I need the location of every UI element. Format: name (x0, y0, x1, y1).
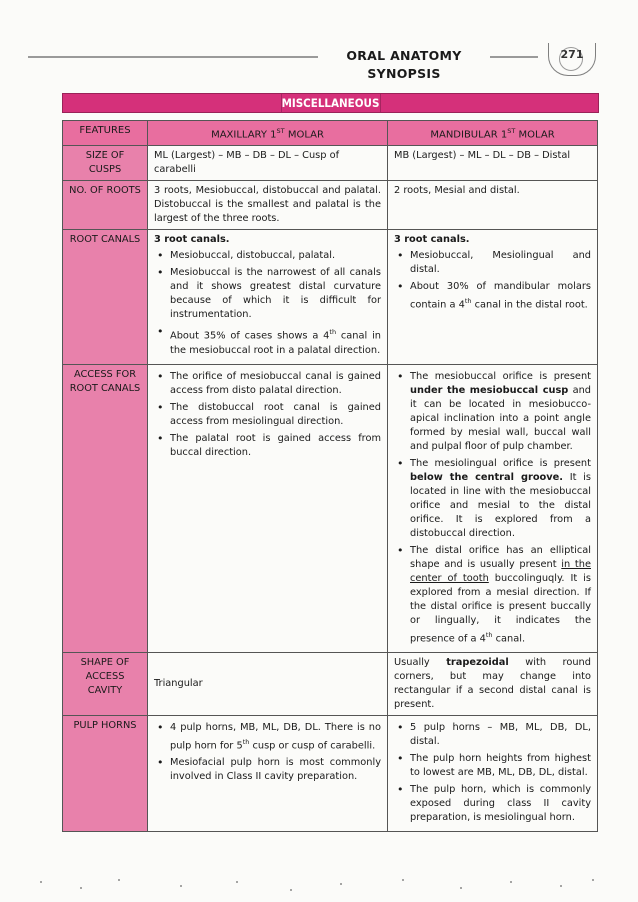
header-mandibular: MANDIBULAR 1ST MOLAR (388, 121, 598, 146)
list-item: • About 35% of cases shows a 4th canal in the mesiobuccal root in a palatal direction. (154, 325, 381, 357)
list-item: • Mesiobuccal is the narrowest of all canals and it shows greatest distal curvature because of which it is difficult for instrumentation. (154, 266, 381, 322)
mandibular-cell: MB (Largest) – ML – DL – DB – Distal (388, 146, 598, 181)
mandibular-cell: 2 roots, Mesial and distal. (388, 181, 598, 230)
mandibular-cell: Usually trapezoidal with round corners, but may change into rectangular if a second distal canal is present. (388, 652, 598, 715)
list-item: • The palatal root is gained access from buccal direction. (154, 432, 381, 460)
list-item: • The distobuccal root canal is gained access from mesiolingual direction. (154, 401, 381, 429)
feature-size-of-cusps: SIZE OF CUSPS (63, 146, 148, 181)
maxillary-cell (148, 715, 388, 831)
list-item: • The mesiobuccal orifice is present under the mesiobuccal cusp and it can be located in mesiobucco-apical inclination into a point angle formed by mesial wall, buccal wall and pulpal floor of pulp chamber. (394, 370, 591, 454)
maxillary-cell (148, 364, 388, 652)
feature-no-of-roots: NO. OF ROOTS (63, 181, 148, 230)
page-number-badge (548, 43, 596, 76)
cell-heading: 3 root canals. (154, 234, 230, 246)
list-item: • The pulp horn heights from highest to lowest are MB, ML, DB, DL, distal. (394, 752, 591, 780)
table-header-row (63, 121, 598, 146)
list-item: • Mesiofacial pulp horn is most commonly involved in Class II cavity preparation. (154, 756, 381, 784)
page-edge-speckle (40, 877, 600, 897)
header-features: FEATURES (63, 121, 148, 146)
table-row (63, 715, 598, 831)
list-item: • Mesiobuccal, distobuccal, palatal. (154, 249, 381, 263)
list-item: • Mesiobuccal, Mesiolingual and distal. (394, 249, 591, 277)
list-item: • 5 pulp horns – MB, ML, DB, DL, distal. (394, 721, 591, 749)
list-item: • 4 pulp horns, MB, ML, DB, DL. There is no pulp horn for 5th cusp or cusp of carabelli. (154, 721, 381, 753)
cell-heading: 3 root canals. (394, 234, 470, 246)
table-row (63, 652, 598, 715)
maxillary-cell (148, 230, 388, 364)
maxillary-cell: Triangular (148, 652, 388, 715)
bullet-list (394, 370, 591, 646)
table-row (63, 181, 598, 230)
table-row (63, 146, 598, 181)
mandibular-cell (388, 364, 598, 652)
list-item: • The pulp horn, which is commonly exposed during class II cavity preparation, is mesiolingual horn. (394, 783, 591, 825)
feature-root-canals: ROOT CANALS (63, 230, 148, 364)
comparison-table (62, 120, 598, 832)
maxillary-cell: 3 roots, Mesiobuccal, distobuccal and palatal. Distobuccal is the smallest and palatal is the largest of the three roots. (148, 181, 388, 230)
mandibular-cell (388, 230, 598, 364)
section-banner (62, 93, 599, 113)
section-title: MISCELLANEOUS (281, 96, 380, 110)
list-item: • The mesiolingual orifice is present below the central groove. It is located in line with the mesiobuccal orifice and mesial to the distal orifice. It is explored from a distobuccal direction. (394, 457, 591, 541)
feature-pulp-horns: PULP HORNS (63, 715, 148, 831)
bullet-list (154, 249, 381, 357)
table-row (63, 364, 598, 652)
bullet-list (394, 721, 591, 825)
feature-access-for-root-canals: ACCESS FOR ROOT CANALS (63, 364, 148, 652)
maxillary-cell: ML (Largest) – MB – DB – DL – Cusp of carabelli (148, 146, 388, 181)
page-number: 271 (560, 48, 584, 61)
book-title: ORAL ANATOMY SYNOPSIS (318, 47, 490, 65)
mandibular-cell (388, 715, 598, 831)
header-maxillary: MAXILLARY 1ST MOLAR (148, 121, 388, 146)
list-item: • The orifice of mesiobuccal canal is gained access from disto palatal direction. (154, 370, 381, 398)
list-item: • The distal orifice has an elliptical shape and is usually present in the center of tooth buccolinguqly. It is explored from a mesial direction. If the distal orifice is present buccally or lingually, it indicates the presence of a 4th canal. (394, 544, 591, 646)
bullet-list (154, 721, 381, 784)
table-row (63, 230, 598, 364)
list-item: • About 30% of mandibular molars contain a 4th canal in the distal root. (394, 280, 591, 312)
feature-shape-of-access-cavity: SHAPE OF ACCESS CAVITY (63, 652, 148, 715)
bullet-list (154, 370, 381, 460)
bullet-list (394, 249, 591, 312)
